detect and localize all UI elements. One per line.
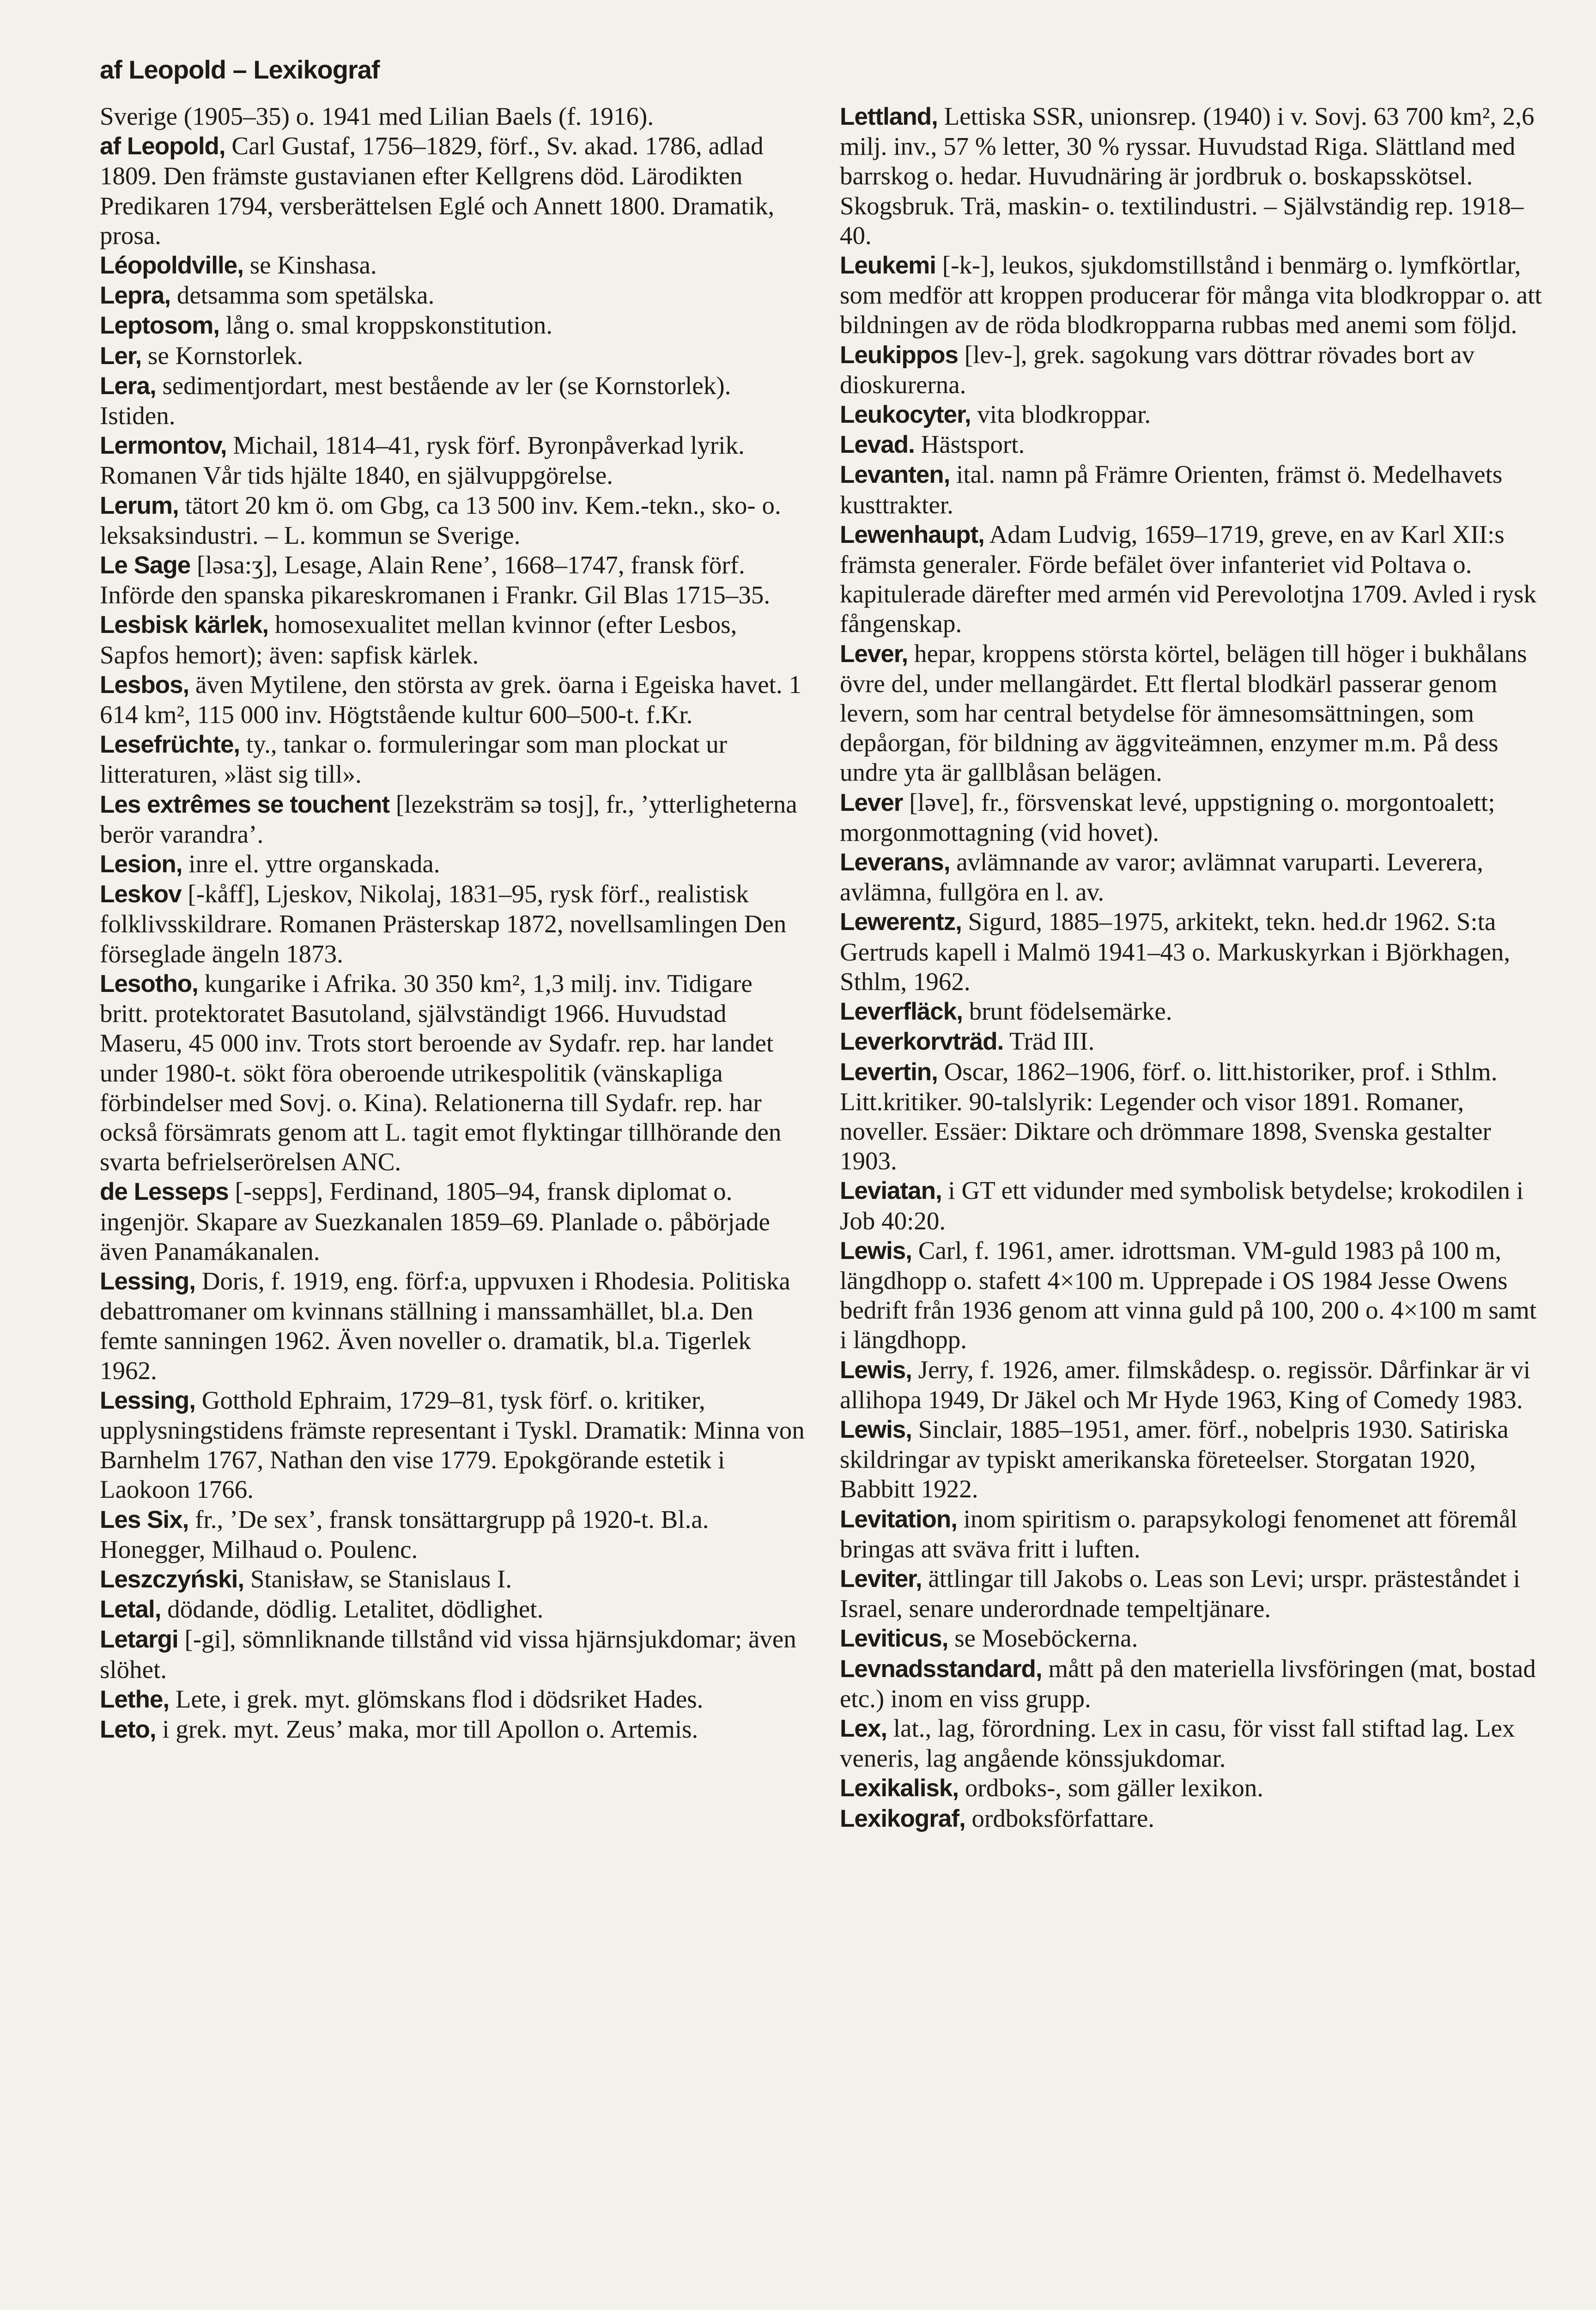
entry-headword: Leto, [100,1715,156,1743]
entry-definition: lat., lag, förordning. Lex in casu, för visst fall stiftad lag. Lex veneris, lag angående könssjukdomar. [840,1714,1515,1773]
entry-definition: se Kornstorlek. [141,341,303,370]
entry-headword: Leviticus, [840,1625,948,1653]
entry-definition: inom spiritism o. parapsykologi fenomenet att föremål bringas att sväva fritt i luften. [840,1504,1517,1563]
lexicon-entry [840,102,1547,250]
entry-definition: fr., ’De sex’, fransk tonsättargrupp på 1920-t. Bl.a. Honegger, Milhaud o. Poulenc. [100,1505,709,1563]
left-column [100,102,807,1745]
entry-definition: hepar, kroppens största körtel, belägen till höger i bukhålans övre del, under mellangärdet. Ett flertal blodkärl passerar genom levern, som har central betydelse för ämnesomsättningen, som depåorgan, för bildning av äggviteämnen, enzymer m.m. På dess undre yta är gallblåsan belägen. [840,639,1527,787]
entry-headword: Lexikograf, [840,1805,965,1832]
entry-definition: homosexualitet mellan kvinnor (efter Lesbos, Sapfos hemort); även: sapfisk kärlek. [100,610,737,669]
lexicon-entry [840,1176,1547,1235]
entry-headword: Leverfläck, [840,998,963,1026]
entry-headword: Lesotho, [100,970,198,997]
entry-headword: Leverkorvträd. [840,1028,1004,1056]
entry-headword: Lewerentz, [840,908,962,936]
lexicon-entry [840,1415,1547,1504]
lexicon-entry [100,1505,807,1564]
entry-headword: Lessing, [100,1386,196,1414]
lexicon-entry [840,1773,1547,1803]
entry-definition: ordboksförfattare. [965,1804,1155,1832]
entry-definition: även Mytilene, den största av grek. öarna i Egeiska havet. 1 614 km², 115 000 inv. Högtstående kultur 600–500-t. f.Kr. [100,670,801,729]
entry-definition: inre el. yttre organskada. [182,850,440,878]
lexicon-entry [840,1027,1547,1057]
lexicon-entry [840,907,1547,997]
lexicon-entry [840,639,1547,788]
entry-headword: Lesbos, [100,671,189,699]
lexicon-entry [100,969,807,1177]
entry-headword: Levnadsstandard, [840,1655,1042,1683]
entry-headword: Lesion, [100,851,182,878]
entry-definition: ital. namn på Främre Orienten, främst ö. Medelhavets kusttrakter. [840,460,1503,519]
lexicon-entry [840,1804,1547,1834]
lexicon-entry [840,1623,1547,1653]
entry-headword: Leukemi [840,252,936,280]
entry-definition: vita blodkroppar. [971,400,1151,429]
lexicon-entry [100,550,807,610]
entry-definition: Sigurd, 1885–1975, arkitekt, tekn. hed.dr 1962. S:ta Gertruds kapell i Malmö 1941–43 o. Markuskyrkan i Björkhagen, Sthlm, 1962. [840,907,1511,996]
entry-headword: Les Six, [100,1506,189,1533]
entry-headword: Leszczyński, [100,1565,244,1593]
lexicon-entry [100,491,807,550]
entry-headword: Lessing, [100,1267,196,1295]
entry-definition: Lete, i grek. myt. glömskans flod i dödsriket Hades. [169,1684,704,1713]
lexicon-entry [100,610,807,669]
entry-headword: Léopoldville, [100,252,243,280]
right-column [840,102,1547,1834]
lexicon-entry [100,431,807,490]
lexicon-entry [100,341,807,371]
entry-definition: [lezeksträm sə tosj], fr., ’ytterligheterna berör varandra’. [100,790,797,848]
entry-definition: Oscar, 1862–1906, förf. o. litt.historiker, prof. i Sthlm. Litt.kritiker. 90-talslyrik: Legender och visor 1891. Romaner, noveller. Essäer: Diktare och drömmare 1898, Svenska gestalter 1903. [840,1057,1498,1175]
entry-headword: Lesbisk kärlek, [100,611,269,639]
lexicon-entry [100,1594,807,1624]
lexicon-entry [100,280,807,310]
entry-definition: Sinclair, 1885–1951, amer. förf., nobelpris 1930. Satiriska skildringar av typiskt amerikanska företeelser. Storgatan 1920, Babbitt 1922. [840,1415,1509,1503]
lexicon-entry [100,879,807,969]
lexicon-entry [100,790,807,849]
lexicon-entry [100,1177,807,1266]
entry-definition: dödande, dödlig. Letalitet, dödlighet. [161,1595,544,1623]
entry-definition: se Moseböckerna. [948,1624,1138,1653]
lexicon-entry [840,250,1547,340]
running-head: af Leopold – Lexikograf [100,55,380,84]
entry-definition: Gotthold Ephraim, 1729–81, tysk förf. o. kritiker, upplysningstidens främste representant i Tyskl. Dramatik: Minna von Barnhelm 1767, Nathan den vise 1779. Epokgörande estetik i Laokoon 1766. [100,1386,805,1504]
lexicon-entry [100,1684,807,1714]
lexicon-entry [100,310,807,340]
entry-headword: Levad. [840,431,915,459]
lexicon-entry [100,1714,807,1745]
lexicon-entry [840,997,1547,1027]
entry-definition: Michail, 1814–41, rysk förf. Byronpåverkad lyrik. Romanen Vår tids hjälte 1840, en självuppgörelse. [100,431,745,490]
lexicon-entry [100,729,807,789]
entry-headword: Leukippos [840,341,959,369]
entry-headword: Lewis, [840,1237,912,1264]
lexicon-entry [840,340,1547,400]
lexicon-entry [840,400,1547,430]
entry-headword: Le Sage [100,552,191,579]
lexicon-entry [100,1386,807,1505]
entry-headword: Leviter, [840,1565,922,1593]
entry-definition: Carl, f. 1961, amer. idrottsman. VM-guld 1983 på 100 m, längdhopp o. stafett 4×100 m. Upprepade i OS 1984 Jesse Owens bedrift från 1936 genom att vinna guld på 100, 200 o. 4×100 m samt i längdhopp. [840,1236,1537,1354]
entry-definition: ättlingar till Jakobs o. Leas son Levi; urspr. prästeståndet i Israel, senare underordnade tempeltjänare. [840,1564,1520,1623]
entry-definition: avlämnande av varor; avlämnat varuparti. Leverera, avlämna, fullgöra en l. av. [840,848,1483,906]
entry-headword: Levitation, [840,1505,958,1533]
entry-headword: af Leopold, [100,133,225,160]
entry-definition: ordboks-, som gäller lexikon. [959,1774,1264,1802]
entry-headword: Lever, [840,640,908,668]
entry-headword: Letargi [100,1626,178,1653]
entry-definition: Sverige (1905–35) o. 1941 med Lilian Baels (f. 1916). [100,102,654,130]
lexicon-entry [100,250,807,280]
lexicon-entry [840,1236,1547,1355]
entry-definition: Doris, f. 1919, eng. förf:a, uppvuxen i Rhodesia. Politiska debattromaner om kvinnans ställning i manssamhället, bl.a. Den femte sanningen 1962. Även noveller o. dramatik, bl.a. Tigerlek 1962. [100,1266,790,1385]
lexicon-entry [100,371,807,431]
lexicon-entry [100,1624,807,1684]
lexicon-entry [840,1057,1547,1176]
entry-definition: Carl Gustaf, 1756–1829, förf., Sv. akad. 1786, adlad 1809. Den främste gustavianen efter Kellgrens död. Lärodikten Predikaren 1794, versberättelsen Eglé och Annett 1800. Dramatik, prosa. [100,132,775,249]
lexicon-entry [100,670,807,729]
entry-definition: brunt födelsemärke. [962,997,1172,1026]
entry-definition: [lev-], grek. sagokung vars döttrar rövades bort av dioskurerna. [840,340,1475,399]
entry-headword: Lettland, [840,103,938,130]
lexicon-entry [840,1714,1547,1773]
entry-headword: Lepra, [100,282,171,310]
lexicon-entry [840,1504,1547,1564]
entry-headword: Levertin, [840,1058,938,1086]
entry-definition: lång o. smal kroppskonstitution. [219,311,553,340]
entry-definition: Hästsport. [914,430,1025,459]
entry-definition: detsamma som spetälska. [170,281,435,310]
entry-definition: kungarike i Afrika. 30 350 km², 1,3 milj. inv. Tidigare britt. protektoratet Basutoland, självständigt 1966. Huvudstad Maseru, 45 000 inv. Trots stort beroende av Sydafr. rep. har landet under 1980-t. sökt föra oberoende utrikespolitik (vänskapliga förbindelser med Sovj. o. Kina). Relationerna till Sydafr. rep. har också försämrats genom att L. tagit emot flyktingar tillhörande den svarta befrielserörelsen ANC. [100,969,782,1176]
entry-headword: Leverans, [840,849,950,876]
entry-definition: ty., tankar o. formuleringar som man plockat ur litteraturen, »läst sig till». [100,730,728,789]
entry-definition: mått på den materiella livsföringen (mat, bostad etc.) inom en viss grupp. [840,1654,1536,1713]
entry-definition: Lettiska SSR, unionsrep. (1940) i v. Sovj. 63 700 km², 2,6 milj. inv., 57 % letter, 30 % ryssar. Huvudstad Riga. Slättland med barrskog o. hedar. Huvudnäring är jordbruk o. boskapsskötsel. Skogsbruk. Trä, maskin- o. textilindustri. – Självständig rep. 1918–40. [840,102,1535,249]
lexicon-entry [100,1266,807,1386]
entry-definition: [-k-], leukos, sjukdomstillstånd i benmärg o. lymfkörtlar, som medför att kroppen producerar för många vita blodkroppar o. att bildningen av de röda blodkropparna rubbas med anemi som följd. [840,251,1542,339]
entry-headword: Lexikalisk, [840,1775,959,1802]
lexicon-entry [840,520,1547,639]
entry-definition: Adam Ludvig, 1659–1719, greve, en av Karl XII:s främsta generaler. Förde befälet över infanteriet vid Poltava o. kapitulerade därefter med armén vid Perevolotjna 1709. Avled i rysk fångenskap. [840,520,1536,638]
entry-definition: Jerry, f. 1926, amer. filmskådesp. o. regissör. Dårfinkar är vi allihopa 1949, Dr Jäkel och Mr Hyde 1963, King of Comedy 1983. [840,1355,1531,1414]
entry-headword: Leskov [100,881,182,908]
lexicon-entry [840,1654,1547,1714]
entry-definition: [-gi], sömnliknande tillstånd vid vissa hjärnsjukdomar; även slöhet. [100,1625,796,1684]
entry-headword: Lerum, [100,492,179,519]
entry-definition: sedimentjordart, mest bestående av ler (se Kornstorlek). Istiden. [100,371,731,430]
lexicon-entry [840,460,1547,519]
entry-headword: Lex, [840,1714,887,1742]
entry-headword: Leukocyter, [840,401,971,429]
entry-headword: Lewis, [840,1416,912,1443]
entry-headword: Lethe, [100,1685,170,1713]
entry-definition: [-sepps], Ferdinand, 1805–94, fransk diplomat o. ingenjör. Skapare av Suezkanalen 1859–69. Planlade o. påbörjade även Panamákanalen. [100,1177,770,1265]
entry-definition: tätort 20 km ö. om Gbg, ca 13 500 inv. Kem.-tekn., sko- o. leksaksindustri. – L. kommun se Sverige. [100,491,781,549]
entry-definition: [ləsa:ʒ], Lesage, Alain Rene’, 1668–1747, fransk förf. Införde den spanska pikareskromanen i Frankr. Gil Blas 1715–35. [100,551,771,609]
entry-definition: Stanisław, se Stanislaus I. [244,1564,512,1593]
lexicon-entry [840,1355,1547,1415]
entry-headword: Levanten, [840,461,950,489]
entry-headword: Lewenhaupt, [840,521,984,548]
lexicon-entry [840,847,1547,907]
lexicon-entry [840,430,1547,460]
lexicon-entry [100,1564,807,1594]
entry-definition: i GT ett vidunder med symbolisk betydelse; krokodilen i Job 40:20. [840,1176,1523,1235]
entry-headword: Les extrêmes se touchent [100,790,389,818]
entry-headword: Lera, [100,372,156,400]
lexicon-entry [840,1564,1547,1623]
entry-definition: [-kåff], Ljeskov, Nikolaj, 1831–95, rysk förf., realistisk folklivsskildrare. Romanen Prästerskap 1872, novellsamlingen Den förseglade ängeln 1873. [100,880,787,968]
entry-headword: de Lesseps [100,1178,229,1206]
lexicon-entry [840,788,1547,847]
entry-headword: Leptosom, [100,312,219,340]
lexicon-entry [100,849,807,879]
entry-definition: Träd III. [1003,1027,1095,1056]
entry-headword: Lesefrüchte, [100,731,240,759]
lexicon-entry [100,102,807,131]
entry-headword: Ler, [100,342,142,370]
entry-headword: Letal, [100,1596,161,1623]
entry-definition: [ləve], fr., försvenskat levé, uppstigning o. morgontoalett; morgonmottagning (vid hovet). [840,788,1495,846]
entry-headword: Lever [840,789,903,816]
entry-headword: Lewis, [840,1356,912,1384]
lexicon-entry [100,131,807,250]
entry-definition: i grek. myt. Zeus’ maka, mor till Apollon o. Artemis. [156,1714,698,1743]
entry-definition: se Kinshasa. [243,251,377,280]
entry-headword: Lermontov, [100,432,227,460]
entry-headword: Leviatan, [840,1177,942,1205]
